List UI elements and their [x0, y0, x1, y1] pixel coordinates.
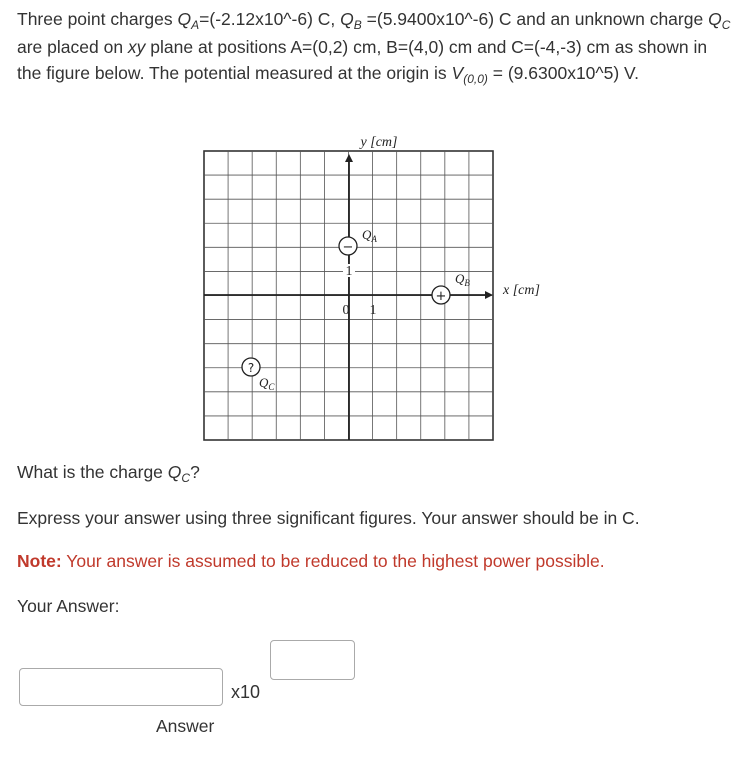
y-tick-label: 1	[345, 264, 353, 279]
charge-b-label: $Q_B$	[455, 271, 470, 288]
mantissa-input[interactable]	[19, 668, 223, 706]
charge-a-sign: −	[342, 240, 354, 255]
note-text: Your answer is assumed to be reduced to the highest power possible.	[61, 551, 605, 571]
origin-label: 0	[342, 303, 350, 318]
note-label: Note:	[17, 551, 62, 571]
qc-symbol: $Q_C$	[708, 9, 731, 32]
y-axis-label: y [cm]	[360, 135, 398, 150]
x-axis-label: x [cm]	[503, 283, 540, 298]
exponent-input[interactable]	[270, 640, 355, 680]
qa-value: =(-2.12x10^-6) C,	[199, 9, 341, 29]
problem-text: Three point charges	[17, 9, 178, 29]
problem-text: are placed on	[17, 37, 128, 57]
your-answer-label: Your Answer:	[17, 596, 120, 616]
potential-value: = (9.6300x10^5) V.	[487, 63, 639, 83]
xy-term: xy	[127, 37, 146, 57]
charge-c-label: $Q_C$	[259, 375, 275, 392]
answer-caption: Answer	[156, 716, 215, 736]
charge-a-label: $Q_A$	[362, 227, 377, 244]
potential-symbol: $V_{(0,0)}$	[451, 63, 488, 86]
question-prompt: What is the charge $Q_C$?	[17, 462, 200, 485]
charge-c-sign: ?	[247, 361, 255, 375]
problem-text: plane at positions A=(0,2) cm, B=(4,0) cm and C=(-4,-3) cm as shown in the figure below. The potential measured at the origin is	[17, 37, 708, 83]
times-ten-label: x10	[231, 682, 261, 702]
instructions: Express your answer using three significant figures. Your answer should be in C.	[17, 508, 640, 528]
charge-grid-figure	[190, 128, 570, 448]
qb-value: =(5.9400x10^-6) C and an unknown charge	[361, 9, 709, 29]
qa-symbol: $Q_A$	[177, 9, 200, 32]
problem-statement	[17, 6, 732, 88]
qb-symbol: $Q_B$	[340, 9, 362, 32]
x-tick-label: 1	[369, 303, 377, 318]
charge-b-sign: +	[435, 289, 447, 304]
note	[17, 551, 605, 572]
